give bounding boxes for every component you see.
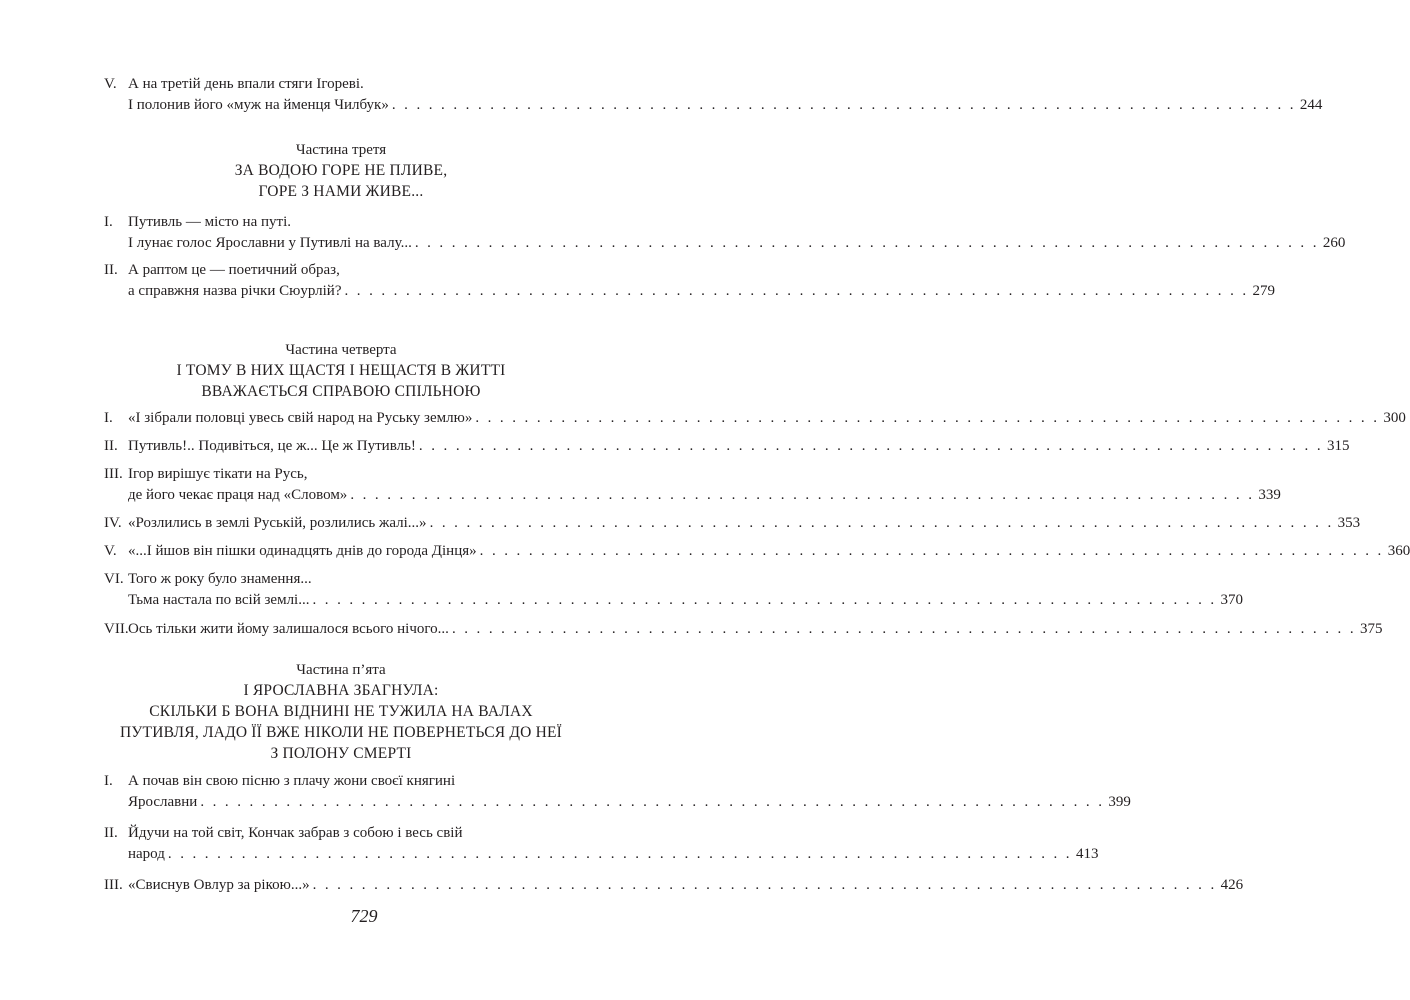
chapter-number: II.: [104, 825, 118, 841]
part-label: Частина п’ята: [296, 662, 386, 678]
part-title-line: З ПОЛОНУ СМЕРТІ: [270, 745, 412, 762]
leader-dots: . . . . . . . . . . . . . . . . . . . . . . . . . . . . . . . . . . . . . . . . . . . . . . . . . . . . . . . . . . . . . . . . . . . . . . . . . .: [312, 877, 1217, 893]
page-ref: 339: [1258, 487, 1281, 503]
part-title-line: І ЯРОСЛАВНА ЗБАГНУЛА:: [243, 682, 439, 699]
part-label: Частина третя: [295, 142, 387, 158]
leader-dots: . . . . . . . . . . . . . . . . . . . . . . . . . . . . . . . . . . . . . . . . . . . . . . . . . . . . . . . . . . . . . . . . . . . . . . . . . .: [414, 235, 1319, 251]
leader-dots: . . . . . . . . . . . . . . . . . . . . . . . . . . . . . . . . . . . . . . . . . . . . . . . . . . . . . . . . . . . . . . . . . . . . . . . . . .: [418, 438, 1323, 454]
chapter-number: I.: [104, 410, 113, 426]
chapter-title-line: Ось тільки жити йому залишалося всього нічого...: [128, 621, 449, 637]
toc-entry[interactable]: [104, 771, 1131, 813]
chapter-title-line: Йдучи на той світ, Кончак забрав з собою і весь свій: [128, 825, 463, 841]
chapter-number: V.: [104, 76, 117, 92]
toc-entry[interactable]: [104, 464, 1281, 506]
toc-entry[interactable]: [104, 823, 1099, 865]
page-ref: 300: [1383, 410, 1406, 426]
chapter-title-line: «І зібрали половці увесь свій народ на Руську землю»: [128, 410, 473, 426]
toc-entry[interactable]: [104, 408, 1406, 429]
page-ref: 426: [1220, 877, 1244, 893]
leader-dots: . . . . . . . . . . . . . . . . . . . . . . . . . . . . . . . . . . . . . . . . . . . . . . . . . . . . . . . . . . . . . . . . . . . . . . . . . .: [200, 794, 1105, 810]
page-ref: 370: [1220, 592, 1244, 608]
page-ref: 315: [1326, 438, 1350, 454]
toc-entry[interactable]: [104, 569, 1244, 611]
chapter-title-line: Путивль — місто на путі.: [128, 214, 291, 230]
toc-entry[interactable]: [104, 619, 1383, 640]
toc-entry[interactable]: [104, 74, 1323, 116]
chapter-title-line: А почав він свою пісню з плачу жони своєї княгині: [128, 773, 456, 789]
leader-dots: . . . . . . . . . . . . . . . . . . . . . . . . . . . . . . . . . . . . . . . . . . . . . . . . . . . . . . . . . . . . . . . . . . . . . . . . . .: [475, 410, 1380, 426]
part-title-line: ГОРЕ З НАМИ ЖИВЕ...: [258, 183, 424, 200]
leader-dots: . . . . . . . . . . . . . . . . . . . . . . . . . . . . . . . . . . . . . . . . . . . . . . . . . . . . . . . . . . . . . . . . . . . . . . . . . .: [451, 621, 1356, 637]
chapter-number: II.: [104, 262, 118, 278]
part-heading: [104, 140, 578, 202]
leader-dots: . . . . . . . . . . . . . . . . . . . . . . . . . . . . . . . . . . . . . . . . . . . . . . . . . . . . . . . . . . . . . . . . . . . . . . . . . .: [350, 487, 1255, 503]
chapter-title-line: «Свиснув Овлур за рікою...»: [128, 877, 310, 893]
page-ref: 413: [1075, 846, 1099, 862]
toc-entry[interactable]: [104, 875, 1244, 896]
leader-dots: . . . . . . . . . . . . . . . . . . . . . . . . . . . . . . . . . . . . . . . . . . . . . . . . . . . . . . . . . . . . . . . . . . . . . . . . . .: [167, 846, 1072, 862]
chapter-title-line: А раптом це — поетичний образ,: [128, 262, 340, 278]
chapter-number: I.: [104, 214, 113, 230]
part-heading: [104, 340, 578, 402]
page-number: 729: [350, 906, 378, 926]
leader-dots: . . . . . . . . . . . . . . . . . . . . . . . . . . . . . . . . . . . . . . . . . . . . . . . . . . . . . . . . . . . . . . . . . . . . . . . . . .: [479, 543, 1384, 559]
chapter-number: V.: [104, 543, 117, 559]
toc-entry[interactable]: [104, 541, 1410, 562]
toc-entry[interactable]: [104, 436, 1350, 457]
chapter-title-line: народ: [128, 846, 165, 862]
page-ref: 399: [1108, 794, 1131, 810]
chapter-number: II.: [104, 438, 118, 454]
part-title-line: І ТОМУ В НИХ ЩАСТЯ І НЕЩАСТЯ В ЖИТТІ: [176, 362, 506, 379]
leader-dots: . . . . . . . . . . . . . . . . . . . . . . . . . . . . . . . . . . . . . . . . . . . . . . . . . . . . . . . . . . . . . . . . . . . . . . . . . .: [429, 515, 1334, 531]
leader-dots: . . . . . . . . . . . . . . . . . . . . . . . . . . . . . . . . . . . . . . . . . . . . . . . . . . . . . . . . . . . . . . . . . . . . . . . . . .: [391, 97, 1296, 113]
page-ref: 360: [1387, 543, 1410, 559]
chapter-title-line: Ярославни: [128, 794, 198, 810]
chapter-title-line: «...І йшов він пішки одинадцять днів до города Дінця»: [128, 543, 477, 559]
part-title-line: ВВАЖАЄТЬСЯ СПРАВОЮ СПІЛЬНОЮ: [201, 383, 481, 400]
page-ref: 244: [1299, 97, 1323, 113]
page-ref: 279: [1252, 283, 1276, 299]
toc-entry[interactable]: [104, 513, 1361, 534]
chapter-title-line: а справжня назва річки Сюурлій?: [128, 283, 342, 299]
chapter-number: III.: [104, 466, 123, 482]
chapter-number: VII.: [104, 621, 129, 637]
part-title-line: СКІЛЬКИ Б ВОНА ВІДНИНІ НЕ ТУЖИЛА НА ВАЛАХ: [149, 703, 533, 720]
part-title-line: ЗА ВОДОЮ ГОРЕ НЕ ПЛИВЕ,: [234, 162, 448, 179]
chapter-title-line: де його чекає праця над «Словом»: [128, 487, 348, 503]
leader-dots: . . . . . . . . . . . . . . . . . . . . . . . . . . . . . . . . . . . . . . . . . . . . . . . . . . . . . . . . . . . . . . . . . . . . . . . . . .: [312, 592, 1217, 608]
part-title-line: ПУТИВЛЯ, ЛАДО ЇЇ ВЖЕ НІКОЛИ НЕ ПОВЕРНЕТЬСЯ ДО НЕЇ: [119, 724, 563, 741]
part-heading: [104, 660, 578, 764]
page-ref: 260: [1322, 235, 1346, 251]
toc-entry[interactable]: [104, 212, 1346, 254]
leader-dots: . . . . . . . . . . . . . . . . . . . . . . . . . . . . . . . . . . . . . . . . . . . . . . . . . . . . . . . . . . . . . . . . . . . . . . . . . .: [344, 283, 1249, 299]
chapter-number: IV.: [104, 515, 122, 531]
chapter-number: III.: [104, 877, 123, 893]
chapter-title-line: І лунає голос Ярославни у Путивлі на валу...: [128, 235, 412, 251]
chapter-title-line: Ігор вирішує тікати на Русь,: [128, 466, 308, 482]
chapter-number: I.: [104, 773, 113, 789]
chapter-title-line: Того ж року було знамення...: [128, 571, 312, 587]
chapter-title-line: А на третій день впали стяги Ігореві.: [128, 76, 364, 92]
toc-entry[interactable]: [104, 260, 1276, 302]
part-label: Частина четверта: [285, 342, 397, 358]
chapter-title-line: Тьма настала по всій землі...: [128, 592, 310, 608]
page-ref: 353: [1337, 515, 1361, 531]
chapter-number: VI.: [104, 571, 124, 587]
chapter-title-line: Путивль!.. Подивіться, це ж... Це ж Путивль!: [128, 438, 416, 454]
chapter-title-line: І полонив його «муж на йменця Чилбук»: [128, 97, 389, 113]
page-ref: 375: [1360, 621, 1383, 637]
chapter-title-line: «Розлились в землі Руській, розлились жалі...»: [128, 515, 427, 531]
